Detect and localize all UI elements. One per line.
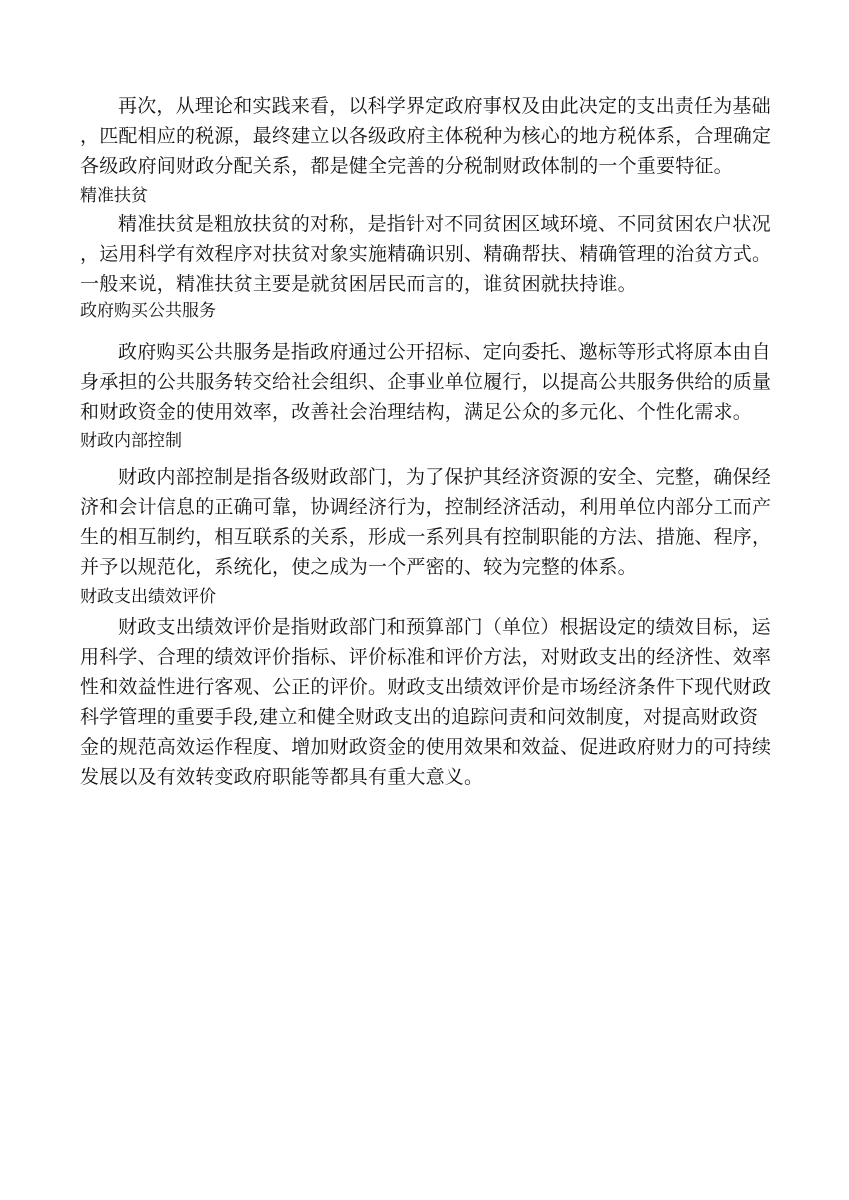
paragraph-line: 精准扶贫是粗放扶贫的对称，是指针对不同贫困区域环境、不同贫困农户状况 — [118, 213, 771, 235]
paragraph-line: 身承担的公共服务转交给社会组织、企事业单位履行，以提高公共服务供给的质量 — [80, 371, 772, 393]
paragraph-line: 发展以及有效转变政府职能等都具有重大意义。 — [80, 766, 484, 788]
paragraph-line: 金的规范高效运作程度、增加财政资金的使用效果和效益、促进政府财力的可持续 — [80, 736, 772, 758]
paragraph-line: 并予以规范化，系统化，使之成为一个严密的、较为完整的体系。 — [80, 556, 637, 578]
paragraph-line: 政府购买公共服务是指政府通过公开招标、定向委托、邀标等形式将原本由自 — [118, 341, 771, 363]
paragraph-line: 济和会计信息的正确可靠，协调经济行为，控制经济活动，利用单位内部分工而产 — [80, 496, 772, 518]
paragraph-line: 财政内部控制是指各级财政部门，为了保护其经济资源的安全、完整，确保经 — [118, 466, 771, 488]
paragraph-line: 一般来说，精准扶贫主要是就贫困居民而言的，谁贫困就扶持谁。 — [80, 273, 637, 295]
section-heading-targeted-poverty: 精准扶贫 — [80, 186, 148, 206]
paragraph-line: 生的相互制约，相互联系的关系，形成一系列具有控制职能的方法、措施、程序， — [80, 526, 772, 548]
paragraph-line: ，匹配相应的税源，最终建立以各级政府主体税种为核心的地方税体系，合理确定 — [80, 125, 772, 147]
paragraph-line: ，运用科学有效程序对扶贫对象实施精确识别、精确帮扶、精确管理的治贫方式。 — [80, 243, 772, 265]
paragraph-line: 性和效益性进行客观、公正的评价。财政支出绩效评价是市场经济条件下现代财政 — [80, 676, 772, 698]
paragraph-line: 财政支出绩效评价是指财政部门和预算部门（单位）根据设定的绩效目标，运 — [118, 616, 771, 638]
section-heading-public-service-purchase: 政府购买公共服务 — [80, 301, 216, 321]
paragraph-line: 科学管理的重要手段,建立和健全财政支出的追踪问责和问效制度，对提高财政资 — [80, 706, 759, 728]
paragraph-line: 各级政府间财政分配关系，都是健全完善的分税制财政体制的一个重要特征。 — [80, 155, 733, 177]
paragraph-line: 再次，从理论和实践来看，以科学界定政府事权及由此决定的支出责任为基础 — [118, 95, 771, 117]
paragraph-line: 用科学、合理的绩效评价指标、评价标准和评价方法，对财政支出的经济性、效率 — [80, 646, 772, 668]
section-heading-internal-control: 财政内部控制 — [80, 431, 182, 451]
section-heading-performance-evaluation: 财政支出绩效评价 — [80, 587, 216, 607]
paragraph-line: 和财政资金的使用效率，改善社会治理结构，满足公众的多元化、个性化需求。 — [80, 401, 753, 423]
